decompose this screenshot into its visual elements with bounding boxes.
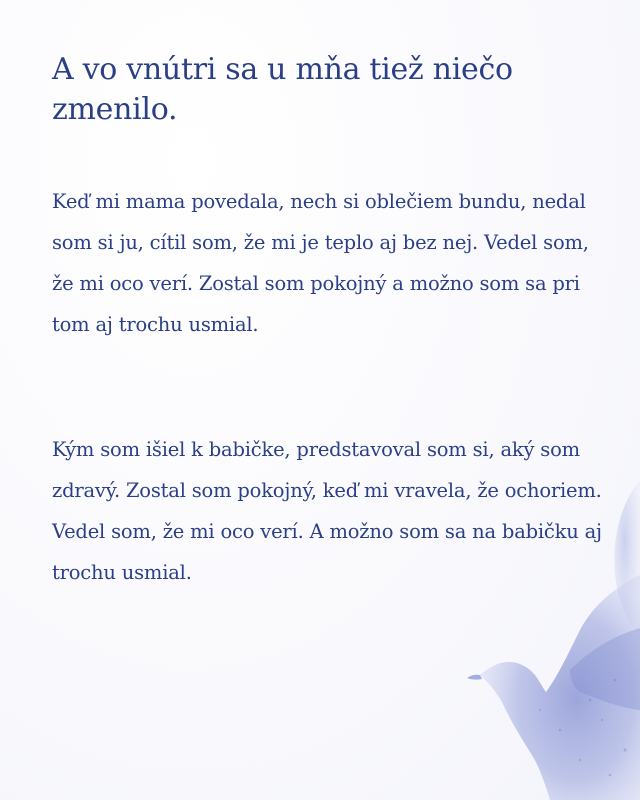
page-heading: A vo vnútri sa u mňa tiež niečo zmenilo.	[52, 52, 513, 127]
paragraph-1: Keď mi mama povedala, nech si oblečiem bundu, nedal som si ju, cítil som, že mi je teplo aj bez nej. Vedel som, že mi oco verí. Zostal som pokojný a možno som sa pri tom aj trochu usmial.	[52, 190, 589, 336]
bird-watercolor-icon	[440, 470, 640, 800]
paragraph-2: Kým som išiel k babičke, predstavoval som si, aký som zdravý. Zostal som pokojný, keď mi vravela, že ochoriem. Vedel som, že mi oco verí. A možno som sa na babičku aj trochu usmial.	[52, 438, 602, 584]
